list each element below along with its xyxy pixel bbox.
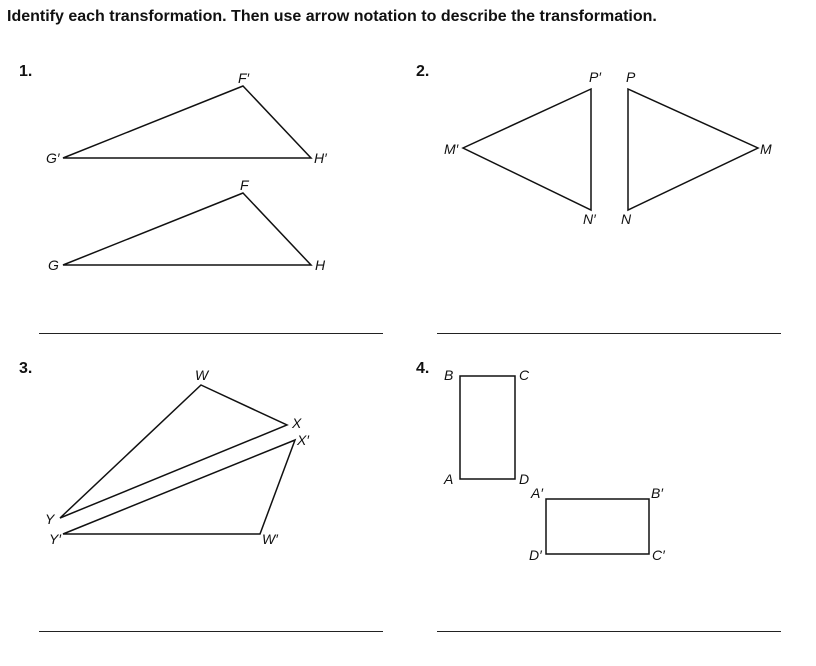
label-x: X (292, 415, 302, 431)
label-y: Y (45, 511, 55, 527)
label-n: N (621, 211, 632, 227)
label-p-prime: P′ (589, 69, 601, 85)
problem-3-number: 3. (19, 360, 33, 377)
label-n-prime: N′ (583, 211, 596, 227)
triangle-mnp (628, 89, 758, 210)
label-a: A (444, 471, 454, 487)
label-c: C (519, 367, 530, 383)
triangle-fgh (63, 193, 311, 265)
label-f: F (240, 177, 249, 193)
label-f-prime: F′ (238, 70, 250, 86)
label-g-prime: G′ (46, 150, 60, 166)
label-m: M (760, 141, 772, 157)
problem-1-number: 1. (19, 63, 33, 80)
answer-line-3[interactable] (39, 631, 383, 632)
label-w: W (195, 367, 209, 383)
answer-line-1[interactable] (39, 333, 383, 334)
label-c-prime: C′ (652, 547, 665, 563)
label-h: H (315, 257, 326, 273)
triangle-wxy-prime (63, 440, 295, 534)
triangle-fgh-prime (63, 86, 311, 158)
label-h-prime: H′ (314, 150, 327, 166)
instructions: Identify each transformation. Then use arrow notation to describe the transformation. (7, 8, 657, 25)
label-p: P (626, 69, 636, 85)
label-a-prime: A′ (531, 485, 543, 501)
label-b-prime: B′ (651, 485, 663, 501)
rectangle-abcd (460, 376, 515, 479)
label-x-prime: X′ (297, 432, 309, 448)
label-g: G (48, 257, 59, 273)
problem-2-number: 2. (416, 63, 430, 80)
label-d-prime: D′ (529, 547, 542, 563)
label-y-prime: Y′ (49, 531, 61, 547)
label-w-prime: W′ (262, 531, 278, 547)
answer-line-4[interactable] (437, 631, 781, 632)
label-m-prime: M′ (444, 141, 459, 157)
label-b: B (444, 367, 454, 383)
rectangle-abcd-prime (546, 499, 649, 554)
triangle-mnp-prime (463, 89, 591, 210)
problem-4-number: 4. (416, 360, 430, 377)
label-d: D (519, 471, 530, 487)
answer-line-2[interactable] (437, 333, 781, 334)
triangle-wxy (60, 385, 287, 518)
